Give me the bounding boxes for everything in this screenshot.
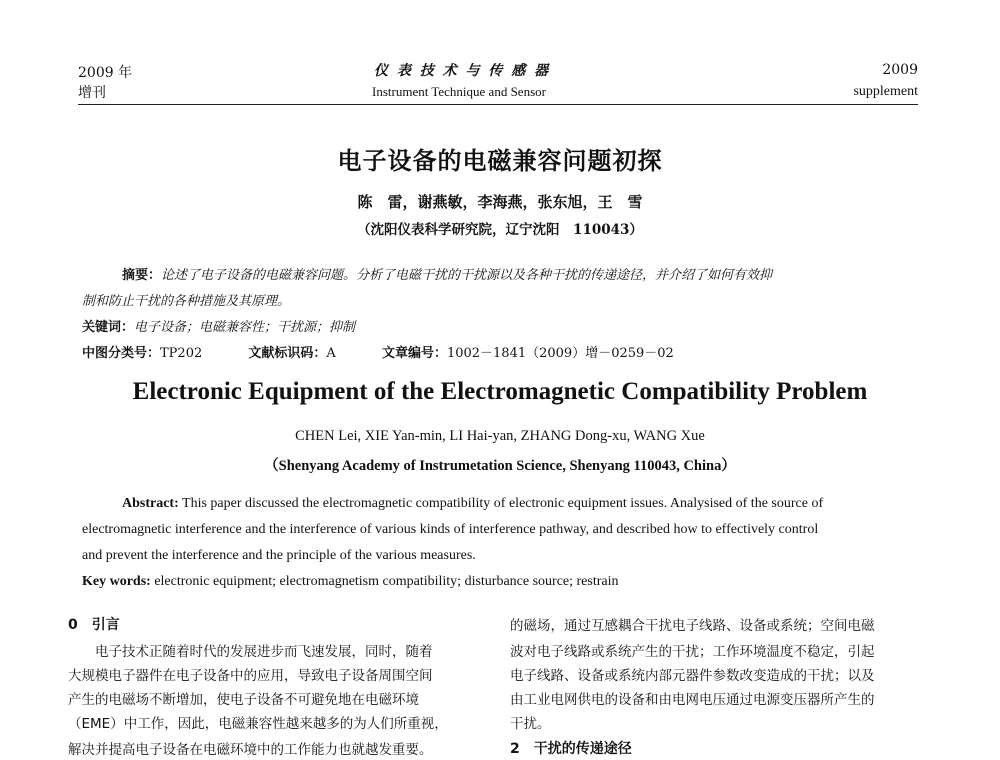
- doc-code-label: 文献标识码：: [248, 346, 327, 361]
- affiliation-cn: （沈阳仪表科学研究院，辽宁沈阳 110043）: [357, 222, 643, 238]
- abstract-en-line1: [122, 496, 823, 512]
- abstract-cn-label: 摘要：: [122, 268, 162, 283]
- abstract-cn-line1: [122, 264, 772, 283]
- keywords-cn-text: 电子设备；电磁兼容性；干扰源；抑制: [134, 320, 356, 335]
- abstract-en-label: Abstract:: [122, 496, 179, 511]
- abstract-en-line2: electromagnetic interference and the interference of various kinds of interference pathway, and described how to effectively control: [82, 522, 819, 537]
- keywords-en-text: electronic equipment; electromagnetism compatibility; disturbance source; restrain: [150, 574, 619, 589]
- section-0-heading: 0 引言: [68, 617, 120, 633]
- keywords-en: [82, 574, 619, 590]
- header-year-left: 2009 年: [78, 65, 133, 81]
- body-right-line: 电子线路、设备或系统内部元器件参数改变造成的干扰；以及: [510, 668, 875, 684]
- body-left-line: （EME）中工作，因此，电磁兼容性越来越多的为人们所重视，: [68, 716, 448, 732]
- header-year-right: 2009: [882, 62, 918, 78]
- title-en: Electronic Equipment of the Electromagnetic Compatibility Problem: [132, 378, 868, 405]
- header-issue-right: supplement: [853, 84, 918, 99]
- body-right-line: 的磁场，通过互感耦合干扰电子线路、设备或系统；空间电磁: [510, 618, 875, 634]
- header-rule: [78, 104, 918, 105]
- body-left-line: 产生的电磁场不断增加，使电子设备不可避免地在电磁环境: [68, 692, 419, 708]
- header-issue-left: 增刊: [78, 85, 106, 101]
- keywords-en-label: Key words:: [82, 574, 151, 589]
- title-cn: 电子设备的电磁兼容问题初探: [337, 147, 663, 175]
- doc-code-value: A: [326, 346, 336, 361]
- journal-title-en: Instrument Technique and Sensor: [372, 84, 546, 99]
- abstract-cn-line2: 制和防止干扰的各种措施及其原理。: [82, 294, 291, 309]
- journal-title-cn: 仪 表 技 术 与 传 感 器: [374, 63, 551, 79]
- body-left-line: 解决并提高电子设备在电磁环境中的工作能力也就越发重要。: [68, 742, 433, 758]
- article-no-label: 文章编号：: [381, 346, 447, 361]
- affiliation-en: （Shenyang Academy of Instrumetation Science, Shenyang 110043, China）: [264, 458, 736, 474]
- abstract-cn-text1: 论述了电子设备的电磁兼容问题。分析了电磁干扰的干扰源以及各种干扰的传递途径，并介绍了如何有效抑: [161, 268, 773, 283]
- authors-cn: 陈 雷，谢燕敏，李海燕，张东旭，王 雪: [357, 193, 643, 211]
- section-2-heading: 2 干扰的传递途径: [510, 741, 632, 757]
- body-right-line: 干扰。: [510, 716, 551, 732]
- abstract-en-line3: and prevent the interference and the principle of the various measures.: [82, 548, 476, 563]
- classification-line: [82, 342, 674, 361]
- body-right-line: 波对电子线路或系统产生的干扰；工作环境温度不稳定，引起: [510, 644, 875, 660]
- keywords-cn: [82, 316, 355, 335]
- body-right-line: 由工业电网供电的设备和由电网电压通过电源变压器所产生的: [510, 692, 875, 708]
- keywords-cn-label: 关键词：: [82, 320, 135, 335]
- authors-en: CHEN Lei, XIE Yan-min, LI Hai-yan, ZHANG Dong-xu, WANG Xue: [295, 428, 705, 444]
- body-left-line: 大规模电子器件在电子设备中的应用，导致电子设备周围空间: [68, 668, 433, 684]
- abstract-en-text1: This paper discussed the electromagnetic compatibility of electronic equipment issues. Analysised of the source of: [178, 496, 824, 511]
- clc-value: TP202: [160, 346, 203, 361]
- clc-label: 中图分类号：: [82, 346, 161, 361]
- article-no-value: 1002－1841（2009）增－0259－02: [446, 346, 674, 361]
- body-left-line: 电子技术正随着时代的发展进步而飞速发展，同时，随着: [68, 644, 433, 660]
